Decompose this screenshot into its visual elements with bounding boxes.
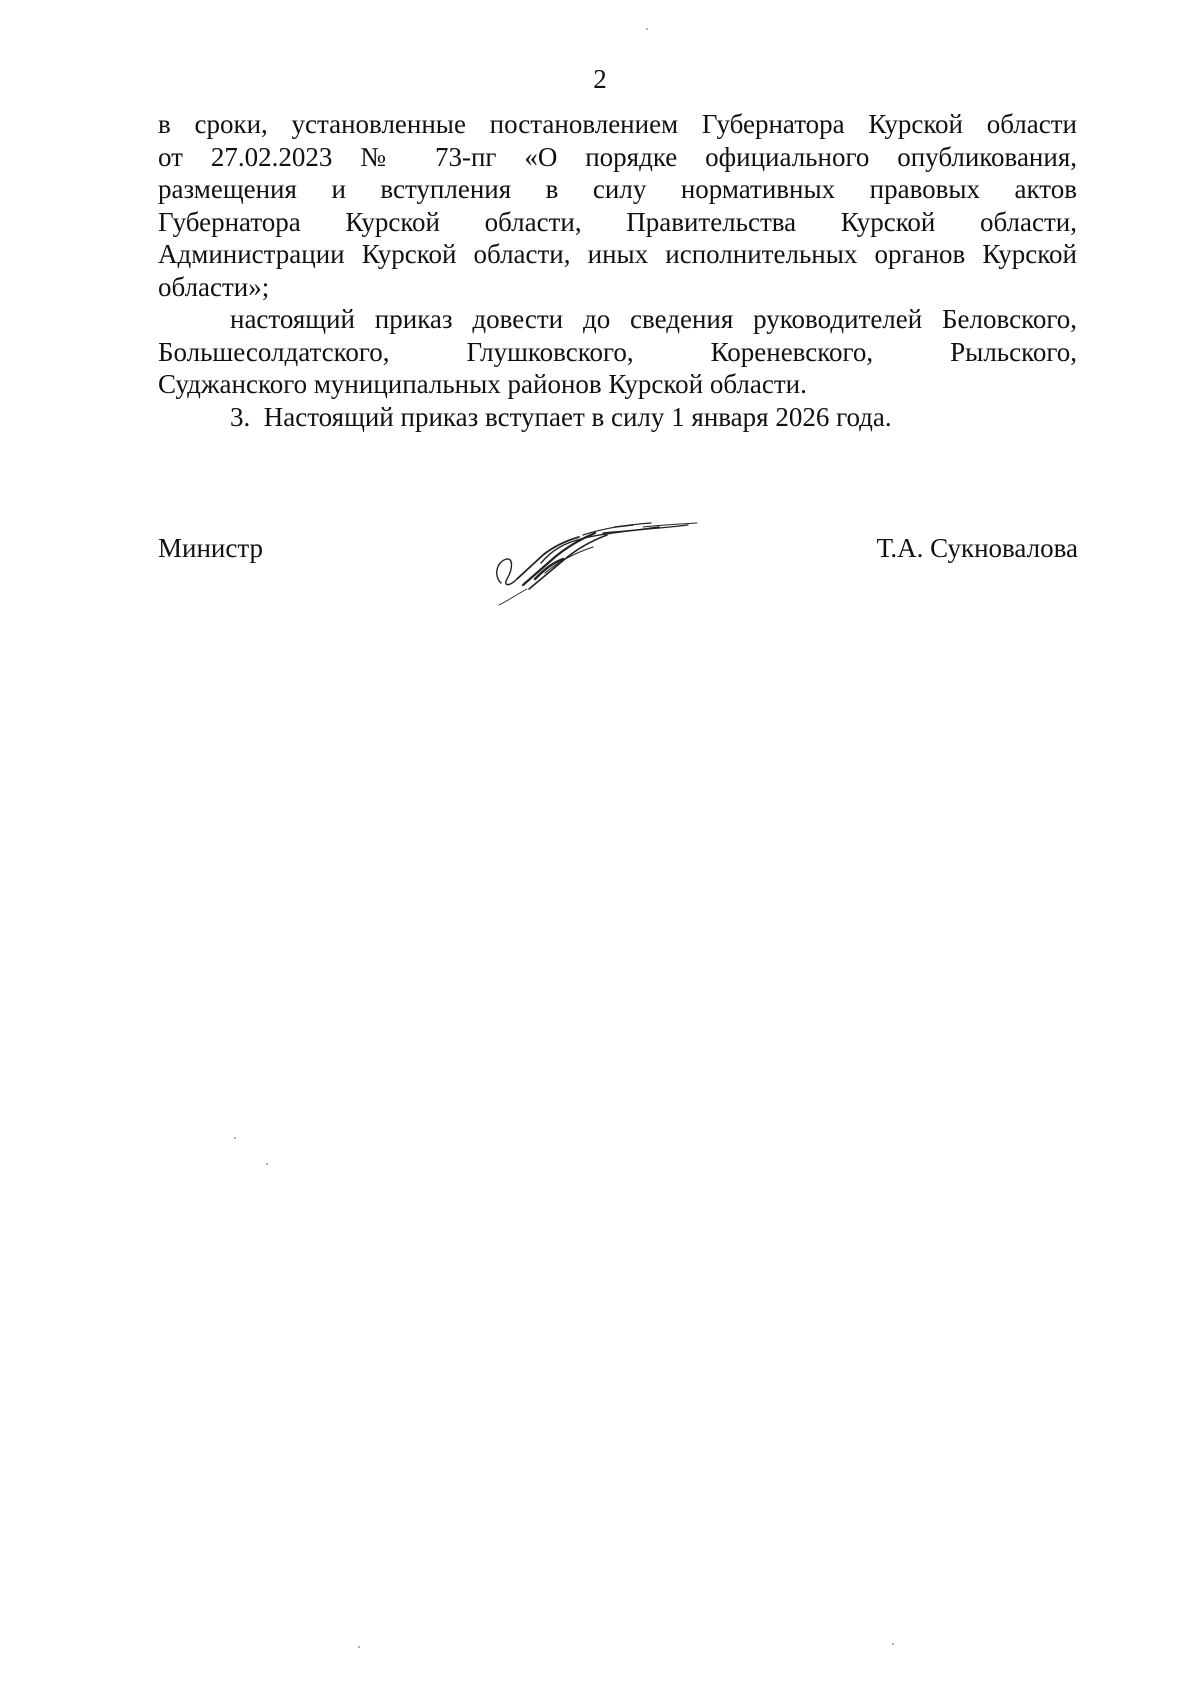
scan-speck <box>234 1137 236 1139</box>
body-line-1: в сроки, установленные постановлением Губернатора Курской области <box>158 109 1077 139</box>
body-line-8: Большесолдатского, Глушковского, Кореневского, Рыльского, <box>158 336 1077 367</box>
page-number: 2 <box>593 64 607 94</box>
body-line-2: от 27.02.2023 № 73-пг «О порядке официального опубликования, <box>158 141 1077 172</box>
scan-speck <box>358 1646 360 1648</box>
scan-speck <box>892 1643 894 1645</box>
signatory-name: Т.А. Сукновалова <box>876 533 1078 563</box>
signature-block <box>158 533 1078 643</box>
scan-speck <box>266 1163 268 1165</box>
body-line-5: Администрации Курской области, иных исполнительных органов Курской <box>158 239 1077 269</box>
body-line-9: Суджанского муниципальных районов Курской области. <box>158 369 807 399</box>
document-body <box>158 108 1077 433</box>
body-line-3: размещения и вступления в силу нормативных правовых актов <box>158 174 1077 204</box>
handwritten-signature <box>483 513 713 623</box>
body-line-6: области»; <box>158 271 270 302</box>
body-line-4: Губернатора Курской области, Правительства Курской области, <box>158 206 1077 237</box>
body-line-10: 3. Настоящий приказ вступает в силу 1 января 2026 года. <box>230 401 892 432</box>
scan-speck <box>646 28 648 30</box>
signatory-title: Министр <box>158 533 263 563</box>
body-line-7: настоящий приказ довести до сведения руководителей Беловского, <box>230 304 1077 334</box>
